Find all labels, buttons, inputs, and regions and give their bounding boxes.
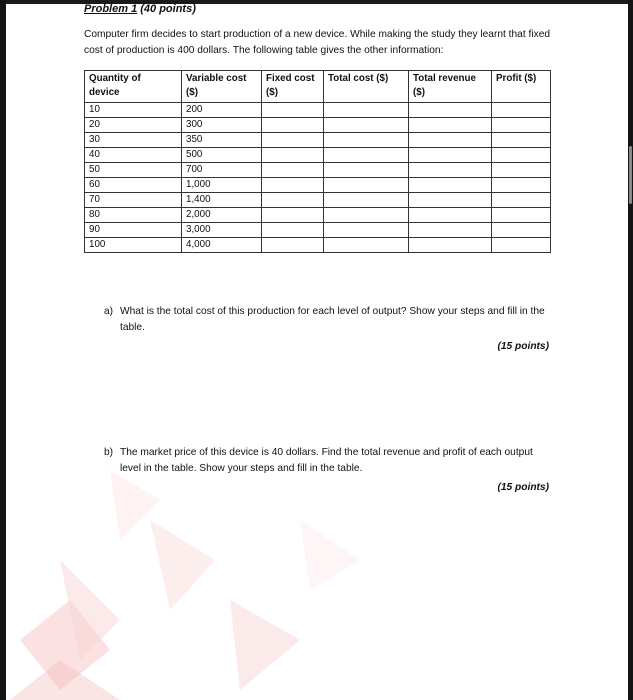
total-revenue-cell — [409, 193, 492, 208]
question-b — [104, 445, 554, 477]
variable-cost-cell: 700 — [182, 163, 262, 178]
problem-label: Problem 1 — [84, 3, 138, 15]
table-row — [85, 163, 551, 178]
total-cost-cell — [324, 118, 409, 133]
fixed-cost-cell — [262, 133, 324, 148]
total-cost-cell — [324, 133, 409, 148]
fixed-cost-cell — [262, 193, 324, 208]
total-cost-cell — [324, 178, 409, 193]
scrollbar-track[interactable] — [628, 0, 633, 700]
scrollbar-thumb[interactable] — [629, 146, 632, 204]
fixed-cost-cell — [262, 223, 324, 238]
question-b-text: The market price of this device is 40 dollars. Find the total revenue and profit of each output level in the table. Show your steps and fill in the table. — [120, 447, 533, 474]
profit-cell — [492, 193, 551, 208]
total-cost-cell — [324, 103, 409, 118]
question-a-points: (15 points) — [497, 341, 549, 352]
question-a — [104, 304, 554, 336]
header-profit: Profit ($) — [492, 71, 551, 103]
total-cost-cell — [324, 163, 409, 178]
question-a-label: a) — [104, 306, 114, 317]
quantity-cell: 20 — [85, 118, 182, 133]
table-row — [85, 118, 551, 133]
variable-cost-cell: 500 — [182, 148, 262, 163]
table-row — [85, 133, 551, 148]
profit-cell — [492, 208, 551, 223]
total-revenue-cell — [409, 118, 492, 133]
total-cost-cell — [324, 193, 409, 208]
variable-cost-cell: 200 — [182, 103, 262, 118]
header-fixed-cost: Fixed cost ($) — [262, 71, 324, 103]
total-revenue-cell — [409, 238, 492, 253]
quantity-cell: 70 — [85, 193, 182, 208]
question-b-points: (15 points) — [497, 482, 549, 493]
fixed-cost-cell — [262, 148, 324, 163]
fixed-cost-cell — [262, 208, 324, 223]
quantity-cell: 100 — [85, 238, 182, 253]
variable-cost-cell: 1,000 — [182, 178, 262, 193]
table-row — [85, 178, 551, 193]
quantity-cell: 50 — [85, 163, 182, 178]
table-row — [85, 208, 551, 223]
question-a-text: What is the total cost of this production for each level of output? Show your steps and fill in the table. — [120, 306, 545, 333]
profit-cell — [492, 178, 551, 193]
table-header-row — [85, 71, 551, 103]
header-variable-cost: Variable cost ($) — [182, 71, 262, 103]
variable-cost-cell: 4,000 — [182, 238, 262, 253]
profit-cell — [492, 223, 551, 238]
total-revenue-cell — [409, 148, 492, 163]
table-row — [85, 238, 551, 253]
total-revenue-cell — [409, 103, 492, 118]
fixed-cost-cell — [262, 163, 324, 178]
quantity-cell: 80 — [85, 208, 182, 223]
problem-points: (40 points) — [140, 3, 196, 15]
total-revenue-cell — [409, 223, 492, 238]
total-revenue-cell — [409, 133, 492, 148]
table-row — [85, 103, 551, 118]
quantity-cell: 60 — [85, 178, 182, 193]
header-total-cost: Total cost ($) — [324, 71, 409, 103]
quantity-cell: 90 — [85, 223, 182, 238]
fixed-cost-cell — [262, 118, 324, 133]
profit-cell — [492, 118, 551, 133]
total-cost-cell — [324, 208, 409, 223]
profit-cell — [492, 238, 551, 253]
variable-cost-cell: 2,000 — [182, 208, 262, 223]
question-b-label: b) — [104, 447, 114, 458]
header-quantity: Quantity of device — [85, 71, 182, 103]
total-revenue-cell — [409, 163, 492, 178]
total-cost-cell — [324, 238, 409, 253]
table-row — [85, 193, 551, 208]
table-row — [85, 148, 551, 163]
fixed-cost-cell — [262, 178, 324, 193]
total-cost-cell — [324, 148, 409, 163]
variable-cost-cell: 300 — [182, 118, 262, 133]
quantity-cell: 30 — [85, 133, 182, 148]
fixed-cost-cell — [262, 103, 324, 118]
fixed-cost-cell — [262, 238, 324, 253]
profit-cell — [492, 163, 551, 178]
profit-cell — [492, 148, 551, 163]
profit-cell — [492, 133, 551, 148]
problem-intro: Computer firm decides to start production of a new device. While making the study they learnt that fixed cost of production is 400 dollars. The following table gives the other information: — [84, 29, 551, 56]
quantity-cell: 10 — [85, 103, 182, 118]
header-total-revenue: Total revenue ($) — [409, 71, 492, 103]
window-left-edge — [0, 0, 6, 700]
variable-cost-cell: 1,400 — [182, 193, 262, 208]
table-row — [85, 223, 551, 238]
quantity-cell: 40 — [85, 148, 182, 163]
cost-table — [84, 70, 551, 253]
total-revenue-cell — [409, 208, 492, 223]
total-cost-cell — [324, 223, 409, 238]
variable-cost-cell: 3,000 — [182, 223, 262, 238]
total-revenue-cell — [409, 178, 492, 193]
variable-cost-cell: 350 — [182, 133, 262, 148]
problem-title — [84, 3, 196, 15]
profit-cell — [492, 103, 551, 118]
